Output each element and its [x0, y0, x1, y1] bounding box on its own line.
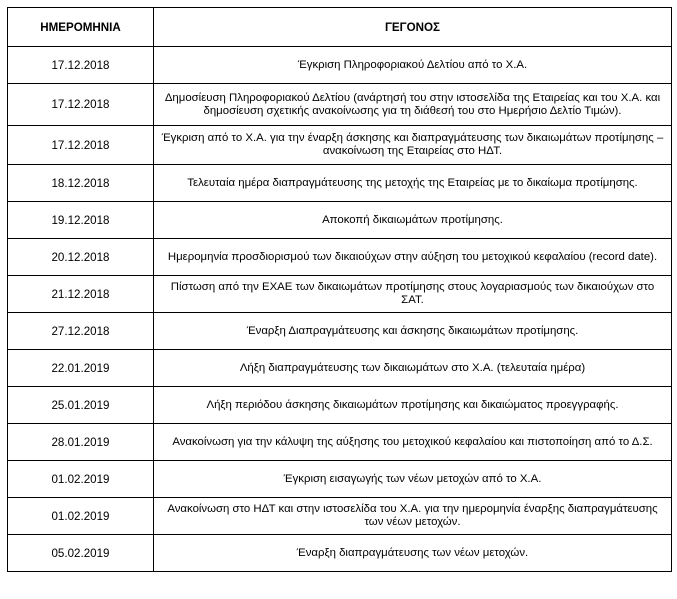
row-event: Έναρξη διαπραγμάτευσης των νέων μετοχών. [154, 535, 672, 572]
row-date: 21.12.2018 [8, 276, 154, 313]
table-row [8, 424, 672, 461]
table-row [8, 239, 672, 276]
row-date: 25.01.2019 [8, 387, 154, 424]
table-row [8, 535, 672, 572]
row-event: Ημερομηνία προσδιορισμού των δικαιούχων στην αύξηση του μετοχικού κεφαλαίου (record date). [154, 239, 672, 276]
row-date: 18.12.2018 [8, 165, 154, 202]
row-date: 17.12.2018 [8, 47, 154, 84]
row-event: Δημοσίευση Πληροφοριακού Δελτίου (ανάρτησή του στην ιστοσελίδα της Εταιρείας και του Χ.Α. και δημοσίευση σχετικής ανακοίνωσης για τη διάθεσή του στο Ημερήσιο Δελτίο Τιμών). [154, 84, 672, 126]
row-date: 19.12.2018 [8, 202, 154, 239]
row-date: 20.12.2018 [8, 239, 154, 276]
row-date: 05.02.2019 [8, 535, 154, 572]
table-row [8, 84, 672, 126]
row-event: Έναρξη Διαπραγμάτευσης και άσκησης δικαιωμάτων προτίμησης. [154, 313, 672, 350]
table-row [8, 202, 672, 239]
row-date: 01.02.2019 [8, 498, 154, 535]
row-date: 27.12.2018 [8, 313, 154, 350]
table-header-row [8, 8, 672, 47]
row-event: Ανακοίνωση στο ΗΔΤ και στην ιστοσελίδα του Χ.Α. για την ημερομηνία έναρξης διαπραγμάτευσης των νέων μετοχών. [154, 498, 672, 535]
row-date: 17.12.2018 [8, 126, 154, 165]
table-row [8, 47, 672, 84]
row-date: 17.12.2018 [8, 84, 154, 126]
row-event: Έγκριση Πληροφοριακού Δελτίου από το Χ.Α. [154, 47, 672, 84]
row-event: Έγκριση εισαγωγής των νέων μετοχών από το Χ.Α. [154, 461, 672, 498]
table-row [8, 350, 672, 387]
header-date: ΗΜΕΡΟΜΗΝΙΑ [8, 8, 154, 47]
table-row [8, 276, 672, 313]
row-event: Λήξη διαπραγμάτευσης των δικαιωμάτων στο Χ.Α. (τελευταία ημέρα) [154, 350, 672, 387]
header-event: ΓΕΓΟΝΟΣ [154, 8, 672, 47]
table-row [8, 313, 672, 350]
table-row [8, 461, 672, 498]
row-date: 22.01.2019 [8, 350, 154, 387]
timetable [7, 7, 672, 572]
row-event: Πίστωση από την ΕΧΑΕ των δικαιωμάτων προτίμησης στους λογαριασμούς των δικαιούχων στο ΣΑΤ. [154, 276, 672, 313]
row-event: Λήξη περιόδου άσκησης δικαιωμάτων προτίμησης και δικαιώματος προεγγραφής. [154, 387, 672, 424]
timetable-container [7, 7, 672, 572]
table-row [8, 387, 672, 424]
table-row [8, 126, 672, 165]
table-row [8, 165, 672, 202]
row-event: Τελευταία ημέρα διαπραγμάτευσης της μετοχής της Εταιρείας με το δικαίωμα προτίμησης. [154, 165, 672, 202]
table-row [8, 498, 672, 535]
row-event: Έγκριση από το Χ.Α. για την έναρξη άσκησης και διαπραγμάτευσης των δικαιωμάτων προτίμησης – ανακοίνωση της Εταιρείας στο ΗΔΤ. [154, 126, 672, 165]
row-event: Ανακοίνωση για την κάλυψη της αύξησης του μετοχικού κεφαλαίου και πιστοποίηση από το Δ.Σ. [154, 424, 672, 461]
row-event: Αποκοπή δικαιωμάτων προτίμησης. [154, 202, 672, 239]
row-date: 01.02.2019 [8, 461, 154, 498]
row-date: 28.01.2019 [8, 424, 154, 461]
